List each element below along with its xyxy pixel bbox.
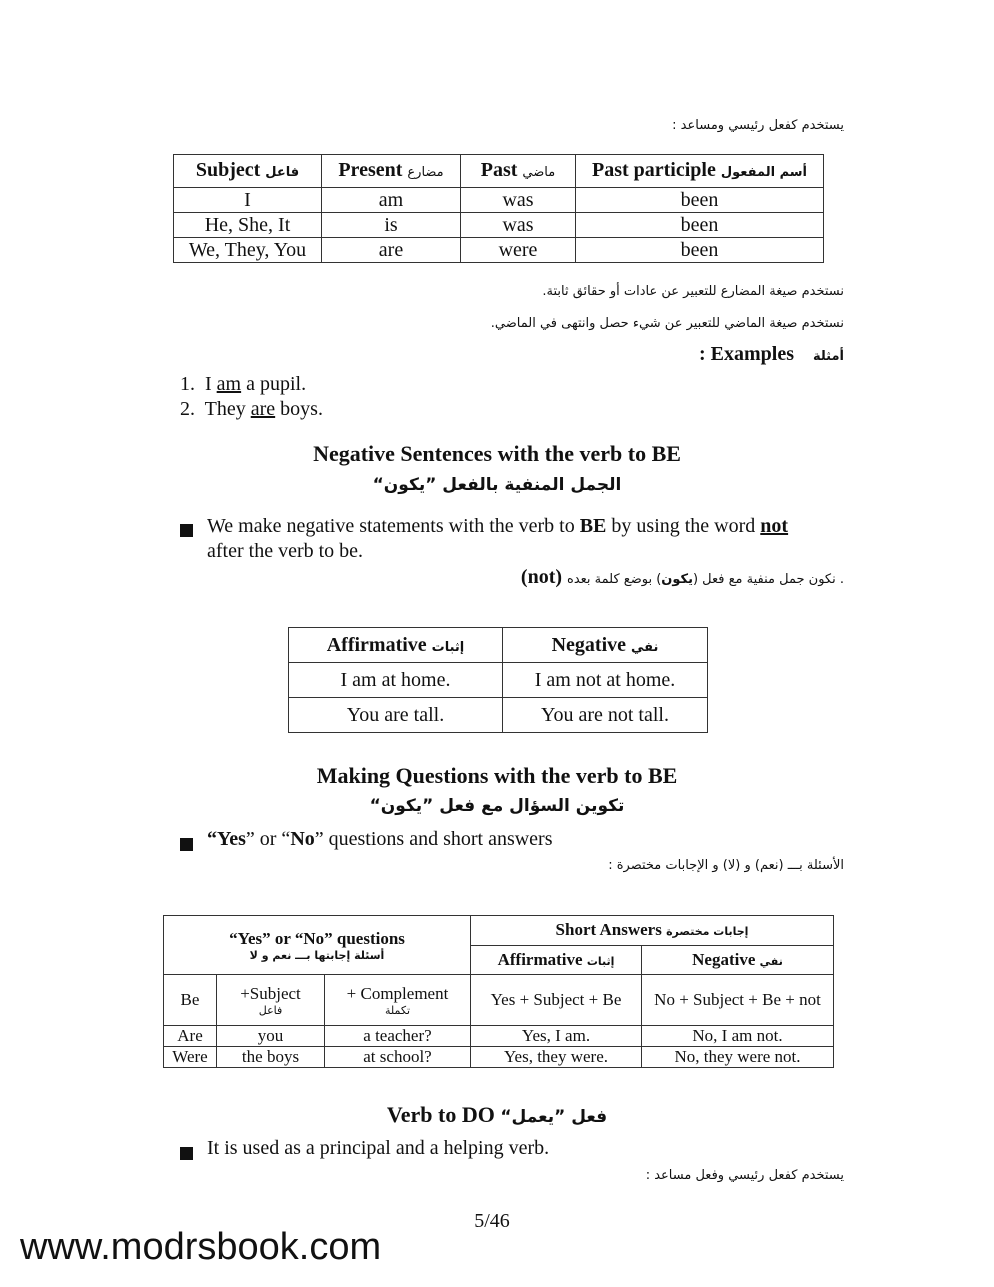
table-cell: Yes, they were. — [471, 1047, 642, 1068]
example-item: 2. They are boys. — [180, 398, 323, 420]
negative-section-title-arabic: الجمل المنفية بالفعل ”يكون“ — [372, 475, 622, 495]
header-affirmative: Affirmative إثبات — [289, 628, 503, 663]
header-past: Past ماضي — [461, 155, 576, 188]
table-header-row — [164, 916, 834, 946]
header-affirmative: Affirmative إثبات — [471, 945, 642, 975]
header-subject: Subject فاعل — [174, 155, 322, 188]
questions-bullet-text: “Yes” or “No” questions and short answers — [207, 828, 553, 850]
table-cell: +Subject فاعل — [217, 975, 325, 1026]
negative-rule-text: We make negative statements with the verb to BE by using the word not after the verb to be. — [207, 515, 789, 562]
table-row — [174, 213, 824, 238]
header-past-participle: Past participle أسم المفعول — [576, 155, 824, 188]
header-negative: Negative نفي — [503, 628, 708, 663]
table-cell: You are not tall. — [503, 698, 708, 733]
table-cell: at school? — [325, 1047, 471, 1068]
table-row — [289, 663, 708, 698]
table-cell: been — [576, 188, 824, 213]
table-cell: No, they were not. — [642, 1047, 834, 1068]
table-cell: You are tall. — [289, 698, 503, 733]
header-present: Present مضارع — [322, 155, 461, 188]
examples-label: : Examples أمثلة — [698, 343, 844, 365]
table-cell: He, She, It — [174, 213, 322, 238]
present-usage-note: نستخدم صيغة المضارع للتعبير عن عادات أو حقائق ثابتة. — [542, 284, 844, 299]
table-cell: Be — [164, 975, 217, 1026]
table-cell: I — [174, 188, 322, 213]
table-cell: been — [576, 213, 824, 238]
intro-arabic-note: يستخدم كفعل رئيسي ومساعد : — [672, 118, 844, 133]
table-row — [164, 1026, 834, 1047]
table-cell: Yes + Subject + Be — [471, 975, 642, 1026]
verb-do-arabic-note: يستخدم كفعل رئيسي وفعل مساعد : — [645, 1168, 844, 1183]
table-cell: Yes, I am. — [471, 1026, 642, 1047]
table-cell: No + Subject + Be + not — [642, 975, 834, 1026]
table-row — [164, 975, 834, 1026]
table-cell: the boys — [217, 1047, 325, 1068]
header-yes-no-questions: “Yes” or “No” questions أسئلة إجابتها بـــ نعم و لا — [164, 916, 471, 975]
bullet-icon — [180, 834, 193, 857]
bullet-icon — [180, 520, 193, 543]
table-cell: is — [322, 213, 461, 238]
negative-rule-arabic: (not) نكون جمل منفية مع فعل (يكون) بوضع كلمة بعده . — [520, 566, 844, 588]
verb-do-bullet-text: It is used as a principal and a helping verb. — [207, 1137, 550, 1159]
questions-section-title-arabic: تكوين السؤال مع فعل ”يكون“ — [369, 796, 625, 816]
table-row — [174, 238, 824, 263]
header-negative: Negative نفي — [642, 945, 834, 975]
past-usage-note: نستخدم صيغة الماضي للتعبير عن شيء حصل وانتهى في الماضي. — [490, 316, 844, 331]
table-cell: you — [217, 1026, 325, 1047]
table-row — [174, 188, 824, 213]
table-cell: I am at home. — [289, 663, 503, 698]
table-row — [289, 698, 708, 733]
table-cell: We, They, You — [174, 238, 322, 263]
questions-arabic-note: الأسئلة بـــ (نعم) و (لا) و الإجابات مختصرة : — [608, 858, 844, 873]
table-cell: + Complement تكملة — [325, 975, 471, 1026]
questions-section-title: Making Questions with the verb to BE — [316, 763, 678, 788]
affirmative-negative-table — [288, 627, 708, 733]
table-cell: was — [461, 188, 576, 213]
table-cell: was — [461, 213, 576, 238]
watermark-url: www.modrsbook.com — [20, 1226, 382, 1268]
bullet-icon — [180, 1143, 193, 1166]
page-number: 5/46 — [474, 1210, 510, 1232]
table-cell: were — [461, 238, 576, 263]
table-row — [164, 1047, 834, 1068]
verb-be-forms-table — [173, 154, 824, 263]
table-header-row — [289, 628, 708, 663]
table-header-row — [174, 155, 824, 188]
yes-no-questions-table — [163, 915, 834, 1068]
example-item: 1. I am a pupil. — [180, 373, 307, 395]
table-cell: No, I am not. — [642, 1026, 834, 1047]
table-cell: I am not at home. — [503, 663, 708, 698]
table-cell: Were — [164, 1047, 217, 1068]
table-cell: been — [576, 238, 824, 263]
table-cell: are — [322, 238, 461, 263]
negative-section-title: Negative Sentences with the verb to BE — [313, 441, 681, 466]
table-cell: a teacher? — [325, 1026, 471, 1047]
table-cell: Are — [164, 1026, 217, 1047]
table-cell: am — [322, 188, 461, 213]
header-short-answers: Short Answers إجابات مختصرة — [471, 916, 834, 946]
verb-do-section-title: Verb to DO “فعل ”يعمل — [386, 1102, 608, 1127]
